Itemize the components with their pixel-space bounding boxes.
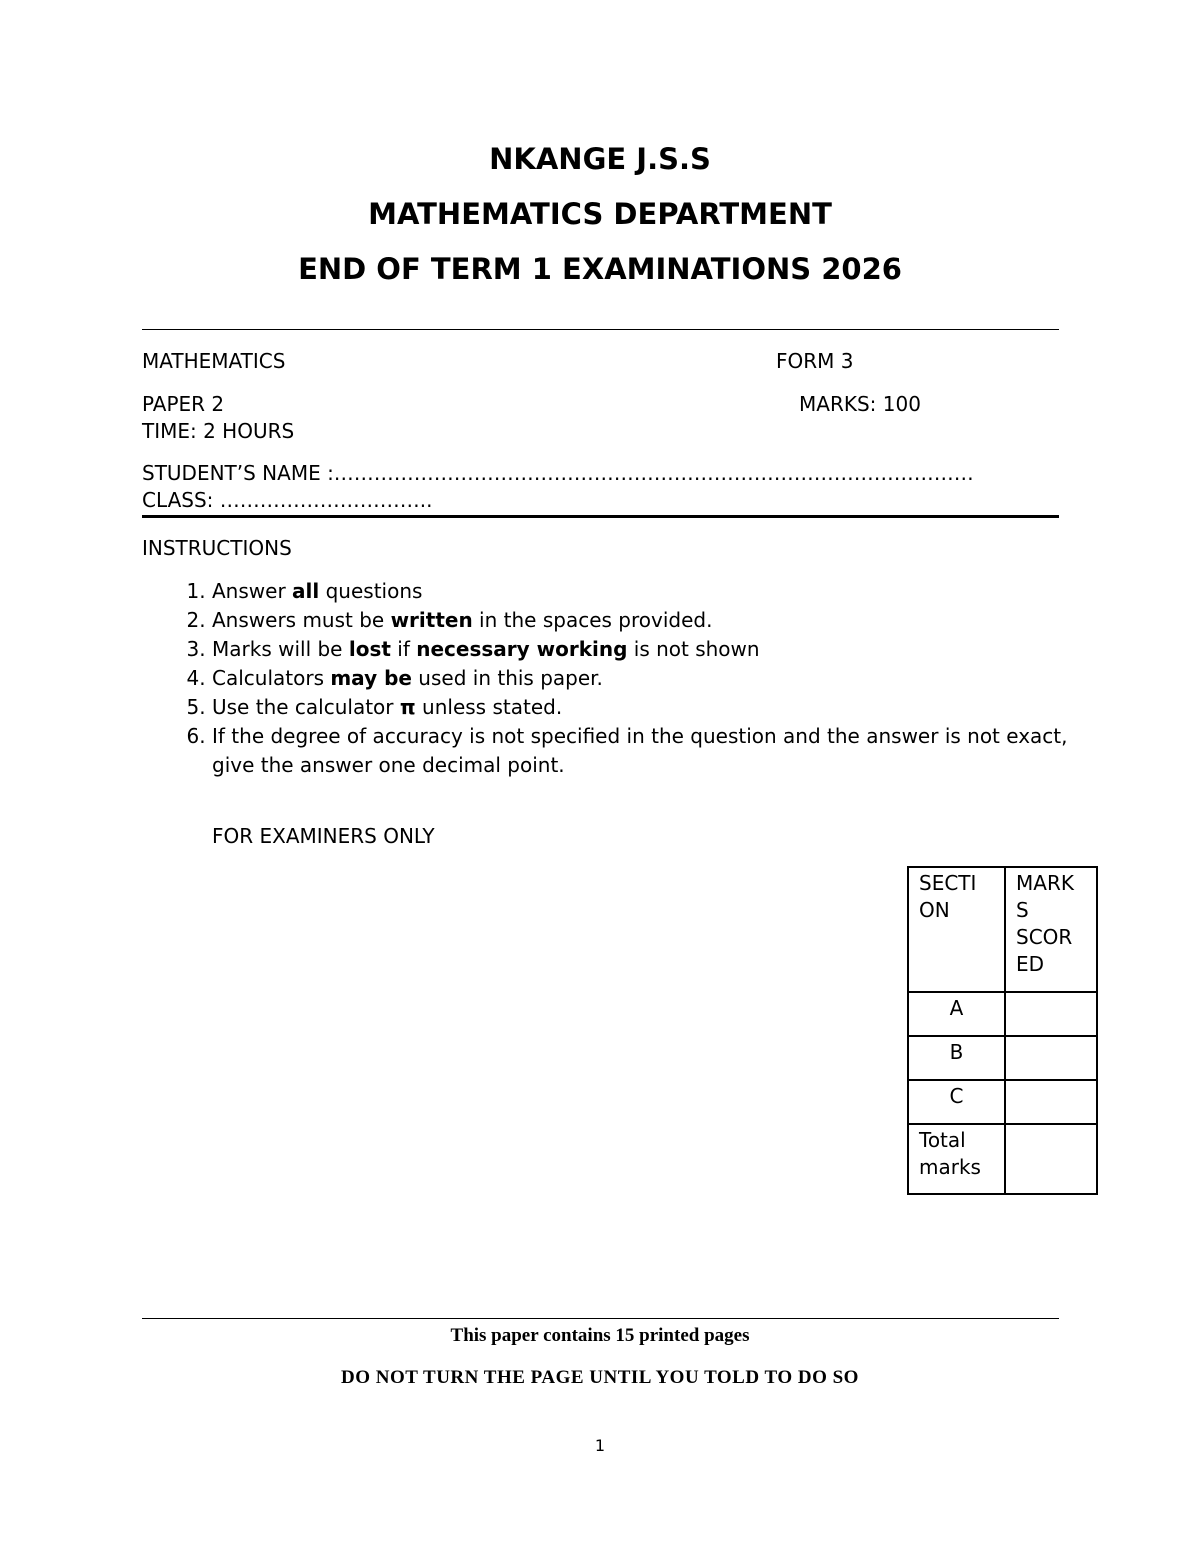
section-cell: A <box>908 992 1005 1036</box>
paper-label: PAPER 2 <box>142 392 225 416</box>
subject-label: MATHEMATICS <box>142 349 286 373</box>
marks-table <box>907 866 1098 1195</box>
score-cell[interactable] <box>1005 1036 1097 1080</box>
score-cell[interactable] <box>1005 1124 1097 1194</box>
school-name: NKANGE J.S.S <box>489 142 711 176</box>
section-header: SECTI ON <box>908 867 1005 992</box>
instruction-item: 6. If the degree of accuracy is not specified in the question and the answer is not exact, give the answer one decimal point. <box>212 722 1112 780</box>
class-field: CLASS: ………………………….. <box>142 488 433 512</box>
instruction-item: 1. Answer all questions <box>212 577 1112 606</box>
table-header-row <box>908 867 1097 992</box>
instruction-item: 5. Use the calculator π unless stated. <box>212 693 1112 722</box>
table-row <box>908 992 1097 1036</box>
table-row <box>908 1080 1097 1124</box>
footer-divider <box>142 1318 1059 1319</box>
score-cell[interactable] <box>1005 992 1097 1036</box>
table-row <box>908 1036 1097 1080</box>
page-number: 1 <box>594 1436 606 1455</box>
marks-label: MARKS: 100 <box>799 392 921 416</box>
instruction-item: 4. Calculators may be used in this paper. <box>212 664 1112 693</box>
instruction-item: 2. Answers must be written in the spaces provided. <box>212 606 1112 635</box>
time-label: TIME: 2 HOURS <box>142 419 295 443</box>
department-title: MATHEMATICS DEPARTMENT <box>368 197 832 231</box>
form-label: FORM 3 <box>776 349 854 373</box>
top-divider <box>142 329 1059 330</box>
section-cell: C <box>908 1080 1005 1124</box>
student-name-field: STUDENT’S NAME :…………………………………………………………………………………… <box>142 461 974 485</box>
table-row <box>908 1124 1097 1194</box>
examiners-heading: FOR EXAMINERS ONLY <box>212 824 435 848</box>
exam-title: END OF TERM 1 EXAMINATIONS 2026 <box>298 252 902 286</box>
marks-scored-header: MARK S SCOR ED <box>1005 867 1097 992</box>
instructions-heading: INSTRUCTIONS <box>142 536 292 560</box>
bottom-divider <box>142 515 1059 518</box>
warning-note: DO NOT TURN THE PAGE UNTIL YOU TOLD TO DO SO <box>341 1367 859 1388</box>
instructions-list <box>142 577 1112 780</box>
instruction-item: 3. Marks will be lost if necessary working is not shown <box>212 635 1112 664</box>
section-cell: Total marks <box>908 1124 1005 1194</box>
section-cell: B <box>908 1036 1005 1080</box>
page-count-note: This paper contains 15 printed pages <box>450 1325 750 1346</box>
score-cell[interactable] <box>1005 1080 1097 1124</box>
